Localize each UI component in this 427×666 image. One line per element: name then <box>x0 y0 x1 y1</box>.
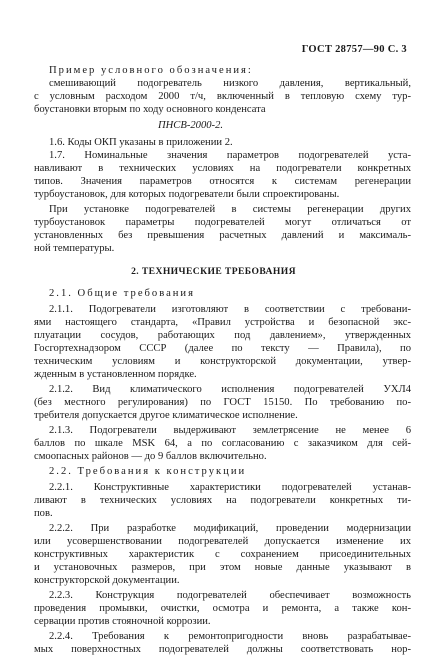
paragraph-2-1-1-line-2: ями настоящего стандарта, «Правил устройства и безопасной экс- <box>34 317 411 328</box>
paragraph-2-2-2-line-3: конструктивных характеристик с сохранением присоединительных <box>34 549 411 560</box>
section-2-title: 2. ТЕХНИЧЕСКИЕ ТРЕБОВАНИЯ <box>131 266 296 277</box>
example-line-1: смешивающий подогреватель низкого давления, вертикальный, <box>49 78 411 89</box>
paragraph-2-2-3-line-3: сервации против стояночной коррозии. <box>34 616 211 627</box>
paragraph-2-1-2-line-1: 2.1.2. Вид климатического исполнения подогревателей УХЛ4 <box>49 384 411 395</box>
paragraph-2-2-4-line-1: 2.2.4. Требования к ремонтопригодности вновь разрабатывае- <box>49 631 411 642</box>
paragraph-2-1-3-line-3: смоопасных районов — до 9 баллов включительно. <box>34 451 267 462</box>
paragraph-2-2-2-line-2: или усовершенствовании подогревателей допускается изменение их <box>34 536 411 547</box>
paragraph-2-2-1-line-3: пов. <box>34 508 53 519</box>
paragraph-1-7-line-2: навливают в технических условиях на подогреватели конкретных <box>34 163 411 174</box>
example-line-3: боустановки вторым по ходу основного конденсата <box>34 104 266 115</box>
paragraph-1-7-line-3: типов. Значения параметров относятся к системам регенерации <box>34 176 411 187</box>
paragraph-2-1-1-line-5: техническим условиям и конструкторской документации, утвер- <box>34 356 411 367</box>
paragraph-1-6: 1.6. Коды ОКП указаны в приложении 2. <box>49 137 233 148</box>
paragraph-install-line-1: При установке подогревателей в системы регенерации других <box>49 204 411 215</box>
subsection-2-2-heading: 2.2. Требования к конструкции <box>49 466 247 477</box>
paragraph-2-2-3-line-2: проведения промывки, очистки, осмотра и ремонта, а также кон- <box>34 603 411 614</box>
paragraph-2-2-1-line-1: 2.2.1. Конструктивные характеристики подогревателей устанав- <box>49 482 411 493</box>
paragraph-2-2-1-line-2: ливают в технических условиях на подогреватели конкретных ти- <box>34 495 411 506</box>
paragraph-install-line-2: турбоустановок параметры подогревателей могут отличаться от <box>34 217 411 228</box>
paragraph-2-1-2-line-3: требителя допускается другое климатическое исполнение. <box>34 410 298 421</box>
paragraph-2-1-1-line-6: жденным в установленном порядке. <box>34 369 197 380</box>
paragraph-1-7-line-4: турбоустановок, для которых подогреватели были спроектированы. <box>34 189 340 200</box>
paragraph-2-1-1-line-4: Госгортехнадзором СССР (далее по тексту — Правила), по <box>34 343 411 354</box>
paragraph-2-1-1-line-1: 2.1.1. Подогреватели изготовляют в соответствии с требовани- <box>49 304 411 315</box>
paragraph-2-2-3-line-1: 2.2.3. Конструкция подогревателей обеспечивает возможность <box>49 590 411 601</box>
paragraph-install-line-4: ной температуры. <box>34 243 115 254</box>
subsection-2-1-heading: 2.1. Общие требования <box>49 288 195 299</box>
paragraph-1-7-line-1: 1.7. Номинальные значения параметров подогревателей уста- <box>49 150 411 161</box>
example-line-2: с условным расходом 2000 т/ч, включенный в тепловую схему тур- <box>34 91 411 102</box>
paragraph-2-1-3-line-1: 2.1.3. Подогреватели выдерживают землетрясение не менее 6 <box>49 425 411 436</box>
paragraph-2-1-2-line-2: (без местного регулирования) по ГОСТ 15150. По требованию по- <box>34 397 411 408</box>
page-header: ГОСТ 28757—90 С. 3 <box>301 44 407 55</box>
example-designation: ПНСВ-2000-2. <box>158 120 224 131</box>
paragraph-2-2-2-line-1: 2.2.2. При разработке модификаций, проведении модернизации <box>49 523 411 534</box>
example-heading: Пример условного обозначения: <box>49 65 253 76</box>
paragraph-install-line-3: установленных без превышения расчетных давлений и максималь- <box>34 230 411 241</box>
paragraph-2-2-2-line-4: и установочных размеров, при этом новые данные указывают в <box>34 562 411 573</box>
paragraph-2-1-1-line-3: плуатации сосудов, работающих под давлением», утвержденных <box>34 330 411 341</box>
paragraph-2-1-3-line-2: баллов по шкале MSK 64, а по согласованию с заказчиком для сей- <box>34 438 411 449</box>
paragraph-2-2-2-line-5: конструкторской документации. <box>34 575 180 586</box>
paragraph-2-2-4-line-2: мых поверхностных подогревателей должны соответствовать нор- <box>34 644 411 655</box>
